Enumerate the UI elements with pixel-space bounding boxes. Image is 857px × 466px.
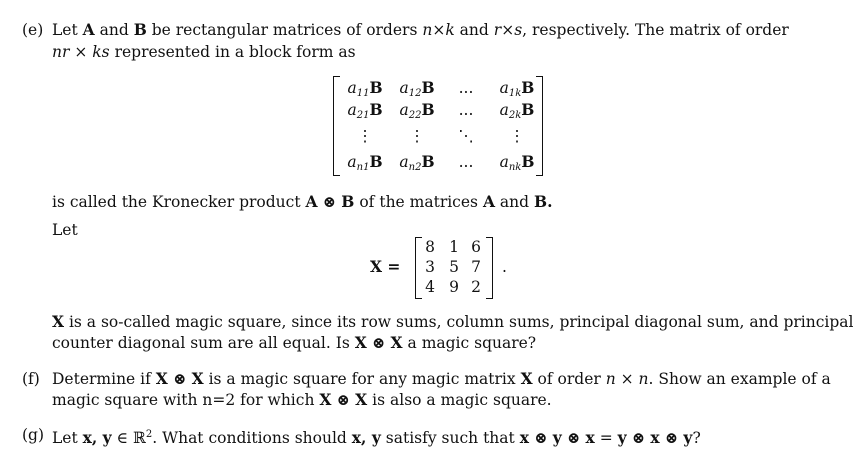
x-matrix-cell: 8: [425, 238, 435, 256]
let-text: Let: [52, 221, 78, 239]
math-n-by-n: n × n: [605, 370, 649, 388]
text: Determine if: [52, 370, 151, 388]
matrix-b-symbol: B: [133, 20, 147, 39]
matrix-a-symbol: A: [482, 192, 495, 211]
right-bracket: [486, 237, 493, 299]
part-e-line-1: [52, 20, 789, 40]
block-matrix-cell: $a_{1k}B$: [499, 78, 535, 99]
kronecker-xx-symbol: X ⊗ X: [155, 369, 204, 388]
x-matrix-cell: 7: [471, 258, 481, 276]
magic-square-line-1: [52, 312, 853, 332]
period: .: [502, 258, 507, 276]
text: represented in a block form as: [114, 43, 356, 61]
vectors-xy-symbol: x, y: [82, 428, 112, 448]
kronecker-xx-symbol: X ⊗ X: [319, 390, 368, 409]
part-g-line: [52, 425, 701, 448]
x-matrix-cell: 1: [449, 238, 459, 256]
times-symbol: ×: [501, 21, 515, 39]
text: and: [99, 21, 129, 39]
text: and: [459, 21, 489, 39]
math-n: n: [422, 21, 433, 39]
x-matrix: [415, 237, 493, 299]
text: is called the Kronecker product: [52, 193, 301, 211]
block-matrix-cell: $a_{2k}B$: [499, 100, 535, 121]
math-k: k: [445, 21, 455, 39]
x-matrix-cell: 9: [449, 278, 459, 296]
math-nr: nr: [52, 43, 70, 61]
block-matrix-cell: $a_{21}B$: [347, 100, 383, 121]
part-e-line-2: [52, 42, 356, 62]
part-e-label: (e): [22, 21, 44, 39]
block-matrix-cell: ...: [458, 79, 474, 97]
block-matrix-cell: $a_{11}B$: [347, 78, 383, 99]
kronecker-xx-symbol: X ⊗ X: [354, 333, 403, 352]
part-g-label: (g): [22, 426, 45, 444]
block-matrix-cell: ...: [458, 101, 474, 119]
left-bracket: [333, 76, 340, 176]
block-matrix-cell: $a_{12}B$: [399, 78, 435, 99]
text: counter diagonal sum are all equal. Is: [52, 334, 350, 352]
x-matrix-cell: 6: [471, 238, 481, 256]
x-matrix-cell: 5: [449, 258, 459, 276]
text: be rectangular matrices of orders: [151, 21, 418, 39]
x-matrix-cell: 4: [425, 278, 435, 296]
block-matrix-cell: $a_{n1}B$: [347, 152, 383, 173]
matrix-a-symbol: A: [82, 20, 95, 39]
x-matrix-cell: 3: [425, 258, 435, 276]
kronecker-product-symbol: A ⊗ B: [305, 192, 355, 211]
text: and: [499, 193, 530, 211]
text: . What conditions should: [152, 429, 347, 448]
matrix-b-symbol: B.: [534, 192, 553, 211]
magic-square-line-2: [52, 333, 536, 353]
text: . Show an example of a: [648, 370, 831, 388]
block-matrix-cell: ⋮: [509, 127, 525, 145]
text: Let: [52, 429, 78, 448]
x-matrix-cell: 2: [471, 278, 481, 296]
math-s: s: [514, 21, 523, 39]
part-f-label: (f): [22, 370, 40, 388]
x-equals-label: X =: [370, 257, 401, 276]
part-f-line-1: [52, 369, 831, 389]
block-matrix-cell: ⋮: [409, 127, 425, 145]
block-matrix-cell: $a_{22}B$: [399, 100, 435, 121]
equals-sign: =: [599, 429, 613, 448]
text: is also a magic square.: [372, 391, 552, 409]
kronecker-definition: [52, 192, 553, 212]
block-matrix-cell: ⋮: [357, 127, 373, 145]
real-space-symbol: ∈ ℝ: [116, 429, 146, 448]
block-matrix-cell: ⋱: [458, 127, 474, 145]
matrix-x-symbol: X: [52, 312, 65, 331]
times-symbol: ×: [432, 21, 446, 39]
times-symbol: ×: [74, 43, 88, 61]
equation-rhs: y ⊗ x ⊗ y: [617, 428, 693, 448]
block-matrix: [333, 76, 543, 176]
vectors-xy-symbol: x, y: [351, 428, 381, 448]
block-matrix-cell: ...: [458, 153, 474, 171]
text: magic square with n=2 for which: [52, 391, 315, 409]
text: satisfy such that: [385, 429, 515, 448]
part-f-line-2: [52, 390, 552, 410]
block-matrix-cell: $a_{n2}B$: [399, 152, 435, 173]
text: of order: [537, 370, 601, 388]
text: , respectively. The matrix of order: [522, 21, 789, 39]
equation-lhs: x ⊗ y ⊗ x: [519, 428, 595, 448]
exponent: 2: [145, 429, 153, 440]
math-r: r: [493, 21, 502, 39]
text: a magic square?: [407, 334, 537, 352]
text: Let: [52, 21, 78, 39]
text: is a so-called magic square, since its row sums, column sums, principal diagonal sum, and principal: [68, 313, 854, 331]
question-mark: ?: [692, 429, 701, 448]
text: of the matrices: [359, 193, 478, 211]
math-ks: ks: [92, 43, 110, 61]
block-matrix-cell: $a_{nk}B$: [499, 152, 535, 173]
text: is a magic square for any magic matrix: [208, 370, 516, 388]
matrix-x-symbol: X: [520, 369, 533, 388]
